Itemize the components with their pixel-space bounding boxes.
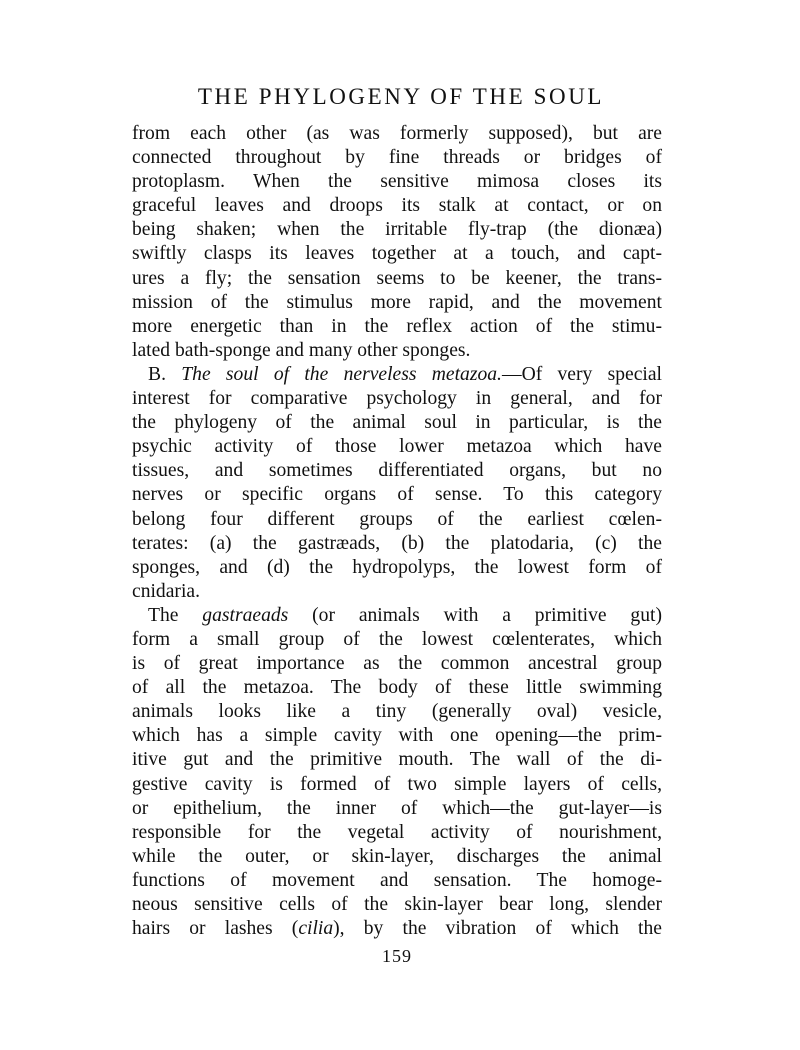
text-line: ures a fly; the sensation seems to be keener, the trans- <box>132 267 662 289</box>
text-line: tissues, and sometimes differentiated organs, but no <box>132 460 662 482</box>
text-line: neous sensitive cells of the skin-layer bear long, slender <box>132 894 662 915</box>
text-line: interest for comparative psychology in general, and for <box>132 388 662 410</box>
text-fragment: hairs or lashes ( <box>132 918 299 940</box>
term-italic: gastraeads <box>202 604 289 626</box>
section-title: The soul of the nerveless metazoa. <box>181 363 502 385</box>
text-line: itive gut and the primitive mouth. The wall of the di- <box>132 749 662 771</box>
text-line: being shaken; when the irritable fly-trap (the dionæa) <box>132 219 662 241</box>
text-line: animals looks like a tiny (generally oval) vesicle, <box>132 701 662 723</box>
text-line: belong four different groups of the earliest cœlen- <box>132 508 662 530</box>
paragraph-section-b <box>132 363 662 604</box>
text-line: the phylogeny of the animal soul in particular, is the <box>132 412 662 434</box>
text-line <box>132 363 662 387</box>
text-line <box>132 917 662 941</box>
text-line: gestive cavity is formed of two simple layers of cells, <box>132 773 662 795</box>
text-line: while the outer, or skin-layer, discharges the animal <box>132 845 662 867</box>
paragraph-continuation <box>132 122 662 363</box>
text-line: nerves or specific organs of sense. To this category <box>132 484 662 506</box>
text-line: swiftly clasps its leaves together at a touch, and capt- <box>132 243 662 265</box>
text-line: mission of the stimulus more rapid, and the movement <box>132 291 662 313</box>
text-line: or epithelium, the inner of which—the gut-layer—is <box>132 797 662 819</box>
text-line: cnidaria. <box>132 580 200 602</box>
text-line: responsible for the vegetal activity of nourishment, <box>132 821 662 843</box>
text-line: functions of movement and sensation. The homoge- <box>132 869 662 891</box>
running-title: THE PHYLOGENY OF THE SOUL <box>197 84 605 109</box>
page-number: 159 <box>382 946 412 966</box>
text-line: which has a simple cavity with one opening—the prim- <box>132 725 662 747</box>
text-line: is of great importance as the common ancestral group <box>132 653 662 675</box>
text-line: more energetic than in the reflex action of the stimu- <box>132 315 662 337</box>
text-fragment: (or animals with a primitive gut) <box>288 604 662 626</box>
text-fragment: ), by the vibration of which the <box>333 918 662 940</box>
text-line: psychic activity of those lower metazoa which have <box>132 436 662 458</box>
text-line <box>132 604 662 628</box>
text-line: lated bath-sponge and many other sponges. <box>132 339 471 361</box>
paragraph-gastraeads <box>132 604 662 941</box>
text-line: terates: (a) the gastræads, (b) the platodaria, (c) the <box>132 532 662 554</box>
text-line: sponges, and (d) the hydropolyps, the lowest form of <box>132 556 662 578</box>
body-text <box>132 122 662 941</box>
text-line: graceful leaves and droops its stalk at contact, or on <box>132 195 662 217</box>
text-line: protoplasm. When the sensitive mimosa closes its <box>132 171 662 193</box>
text-line: from each other (as was formerly supposed), but are <box>132 123 662 144</box>
term-italic: cilia <box>298 918 334 940</box>
text-line: connected throughout by fine threads or bridges of <box>132 147 662 169</box>
text-fragment: The <box>148 604 203 626</box>
book-page <box>132 0 662 1050</box>
text-line: form a small group of the lowest cœlenterates, which <box>132 628 662 650</box>
section-label: B. <box>148 363 182 385</box>
text-fragment: —Of very special <box>501 363 662 385</box>
text-line: of all the metazoa. The body of these little swimming <box>132 677 662 699</box>
